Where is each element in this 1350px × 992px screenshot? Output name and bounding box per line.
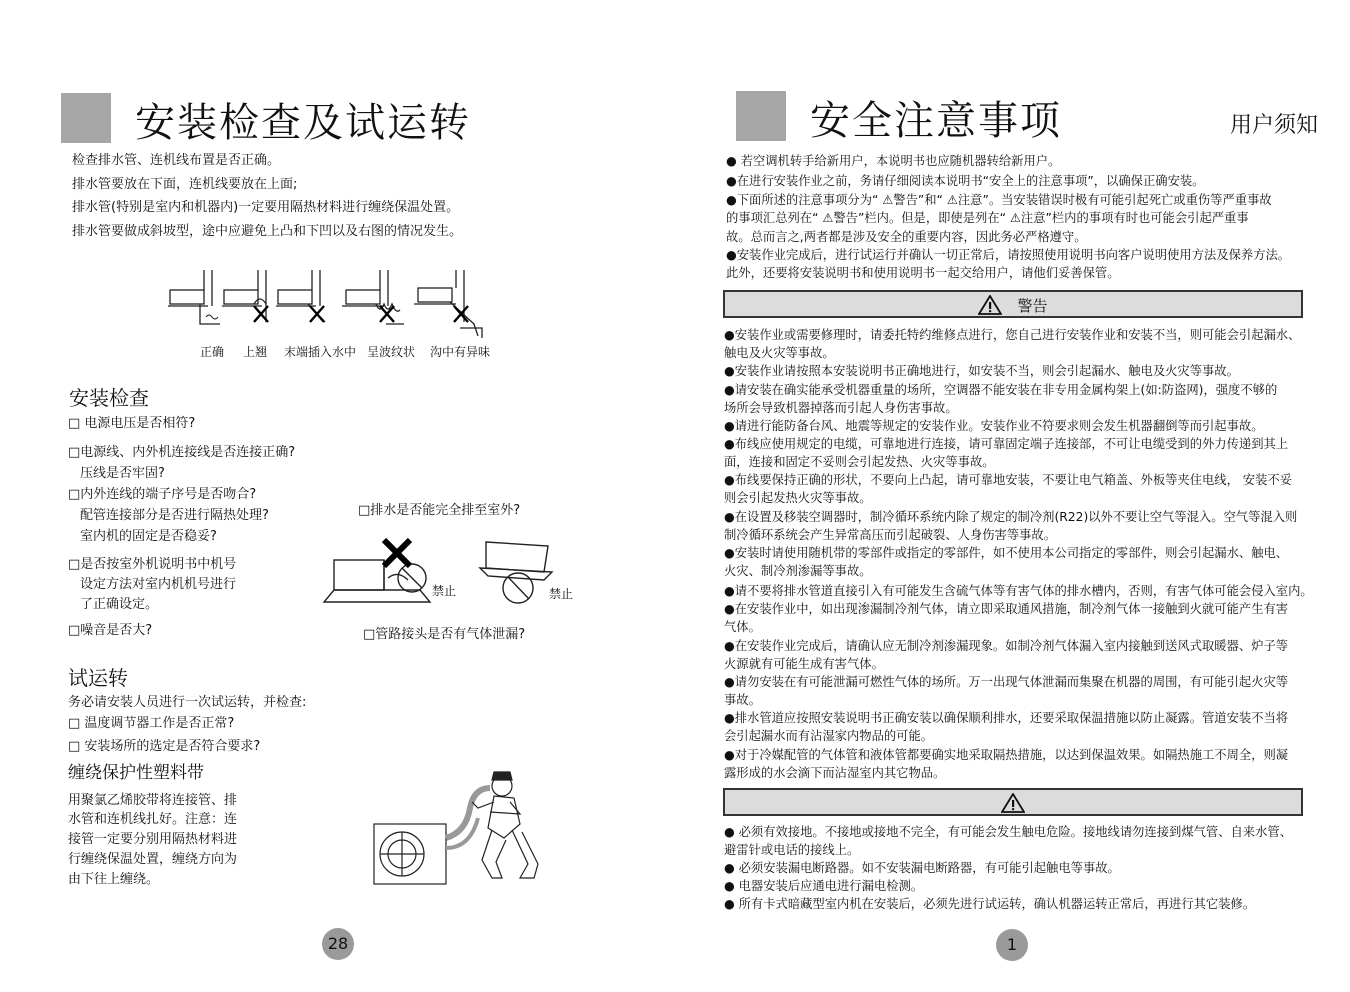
wrap-line-1: 用聚氯乙烯胶带将连接管、排 <box>68 793 238 808</box>
warning-9: ●请不要将排水管道直接引入有可能发生含硫气体等有害气体的排水槽内，否则，有害气体可能会侵入室内。 <box>724 584 1313 598</box>
right-intro-3: ●下面所述的注意事项分为“ ⚠警告”和“ ⚠注意”。当安装错误时极有可能引起死亡或重伤等严重事故 <box>726 193 1272 207</box>
check-insulation: 配管连接部分是否进行隔热处理? <box>80 508 269 523</box>
trial-check-location: □ 安装场所的选定是否符合要求? <box>68 739 261 754</box>
warning-5b: 面，连接和固定不妥则会引起发热、火灾等事故。 <box>724 455 995 469</box>
pipe-label-odor: 沟中有异味 <box>430 345 491 359</box>
right-page-title: 安全注意事项 <box>810 98 1062 144</box>
check-noise: □噪音是否大? <box>68 623 153 638</box>
right-intro-2: ●在进行安装作业之前，务请仔细阅读本说明书“安全上的注意事项”，以确保正确安装。 <box>726 174 1205 188</box>
right-intro-6: ●安装作业完成后，进行试运行并确认一切正常后，请按照使用说明书向客户说明使用方法及保养方法。 <box>726 248 1291 262</box>
warning-14b: 露形成的水会滴下而沾湿室内其它物品。 <box>724 766 946 780</box>
left-title-square <box>61 93 111 143</box>
wrap-line-4: 行缠绕保温处置，缠绕方向为 <box>68 852 238 867</box>
right-title-square <box>736 91 786 141</box>
caution-3: ● 电器安装后应通电进行漏电检测。 <box>724 879 924 893</box>
warning-1b: 触电及火灾等事故。 <box>724 346 835 360</box>
install-check-heading: 安装检查 <box>69 386 149 410</box>
check-voltage: □ 电源电压是否相符? <box>68 416 196 431</box>
pipe-label-correct: 正确 <box>200 345 225 359</box>
left-page-number: 28 <box>322 928 354 960</box>
check-unit-number-1: □是否按室外机说明书中机号 <box>68 557 237 572</box>
check-wiring: □电源线、内外机连接线是否连接正确? <box>68 445 296 460</box>
left-intro-1: 检查排水管、连机线布置是否正确。 <box>72 153 281 168</box>
warning-10a: ●在安装作业中，如出现渗漏制冷剂气体，请立即采取通风措施，制冷剂气体一接触到火就可能产生有害 <box>724 602 1289 616</box>
warning-triangle-icon <box>978 295 1002 315</box>
warning-3a: ●请安装在确实能承受机器重量的场所，空调器不能安装在非专用金属构架上(如:防盗网)，强度不够的 <box>724 383 1278 397</box>
check-terminal: □内外连线的端子序号是否吻合? <box>68 487 257 502</box>
pipe-label-wavy: 呈波纹状 <box>367 345 416 359</box>
left-intro-3: 排水管(特别是室内和机器内)一定要用隔热材料进行缠绕保温处置。 <box>72 200 460 215</box>
warning-6b: 则会引起发热火灾等事故。 <box>724 491 872 505</box>
trial-check-thermostat: □ 温度调节器工作是否正常? <box>68 716 235 731</box>
wrap-line-3: 接管一定要分别用隔热材料进 <box>68 832 238 847</box>
warning-11a: ●在安装作业完成后，请确认应无制冷剂渗漏现象。如制冷剂气体漏入室内接触到送风式取暖器、炉子等 <box>724 639 1289 653</box>
pipe-label-upturned: 上翘 <box>243 345 268 359</box>
check-unit-number-3: 了正确设定。 <box>80 597 159 612</box>
right-intro-5: 故。总而言之,两者都是涉及安全的重要内容，因此务必严格遵守。 <box>726 230 1087 244</box>
check-gas-leak: □管路接头是否有气体泄漏? <box>363 627 526 642</box>
pipe-label-in-water: 末端插入水中 <box>284 345 357 359</box>
left-intro-2: 排水管要放在下面，连机线要放在上面; <box>72 177 298 192</box>
warning-14a: ●对于冷媒配管的气体管和液体管都要确实地采取隔热措施，以达到保温效果。如隔热施工不周全，则凝 <box>724 748 1289 762</box>
warning-10b: 气体。 <box>724 620 761 634</box>
check-unit-number-2: 设定方法对室内机机号进行 <box>80 577 237 592</box>
drain-pipe-diagram <box>160 262 500 342</box>
trial-run-heading: 试运转 <box>68 666 128 690</box>
caution-header-box <box>723 788 1303 816</box>
caution-1b: 避雷针或电话的接线上。 <box>724 843 860 857</box>
warning-13a: ●排水管道应按照安装说明书正确安装以确保顺利排水，还要采取保温措施以防止凝露。管道安装不当将 <box>724 711 1289 725</box>
warning-7a: ●在设置及移装空调器时，制冷循环系统内除了规定的制冷剂(R22)以外不要让空气等混入。空气等混入则 <box>724 510 1298 524</box>
check-drain-outdoor: □排水是否能完全排至室外? <box>358 503 521 518</box>
caution-triangle-icon <box>1001 793 1025 813</box>
warning-12a: ●请勿安装在有可能泄漏可燃性气体的场所。万一出现气体泄漏而集聚在机器的周围，有可能引起火灾等 <box>724 675 1289 689</box>
caution-1a: ● 必须有效接地。不接地或接地不完全，有可能会发生触电危险。接地线请勿连接到煤气管、自来水管、 <box>724 825 1292 839</box>
warning-4: ●请进行能防备台风、地震等规定的安装作业。安装作业不符要求则会发生机器翻倒等而引起事故。 <box>724 419 1264 433</box>
warning-5a: ●布线应使用规定的电缆，可靠地进行连接，请可靠固定端子连接部，不可让电缆受到的外力传递到其上 <box>724 437 1289 451</box>
warning-8a: ●安装时请使用随机带的零部件或指定的零部件，如不使用本公司指定的零部件，则会引起漏水、触电、 <box>724 546 1289 560</box>
forbid-label-1: 禁止 <box>432 584 457 598</box>
right-intro-4: 的事项汇总列在“ ⚠警告”栏内。但是，即使是列在“ ⚠注意”栏内的事项有时也可能会引起严重事 <box>726 211 1249 225</box>
caution-2: ● 必须安装漏电断路器。如不安装漏电断路器，有可能引起触电等事故。 <box>724 861 1120 875</box>
warning-7b: 制冷循环系统会产生异常高压而引起破裂、人身伤害等事故。 <box>724 528 1057 542</box>
warning-label: 警告 <box>1017 297 1048 315</box>
caution-4: ● 所有卡式暗藏型室内机在安装后，必须先进行试运转，确认机器运转正常后，再进行其它装修。 <box>724 897 1256 911</box>
left-page-title: 安装检查及试运转 <box>135 100 471 146</box>
warning-11b: 火源就有可能生成有害气体。 <box>724 657 884 671</box>
warning-1a: ●安装作业或需要修理时，请委托特约维修点进行，您自己进行安装作业和安装不当，则可能会引起漏水、 <box>724 328 1301 342</box>
trial-intro: 务必请安装人员进行一次试运转，并检查: <box>68 695 307 710</box>
warning-8b: 火灾、制冷剂渗漏等事故。 <box>724 564 872 578</box>
warning-header-box <box>723 290 1303 318</box>
check-wiring-secure: 压线是否牢固? <box>80 466 165 481</box>
right-page-subtitle: 用户须知 <box>1230 113 1319 138</box>
check-fixing: 室内机的固定是否稳妥? <box>80 529 217 544</box>
right-intro-1: ● 若空调机转手给新用户，本说明书也应随机器转给新用户。 <box>726 154 1061 168</box>
warning-12b: 事故。 <box>724 693 761 707</box>
technician-illustration <box>370 768 550 888</box>
left-intro-4: 排水管要做成斜坡型，途中应避免上凸和下凹以及右图的情况发生。 <box>72 224 463 239</box>
wrap-line-5: 由下往上缠绕。 <box>68 872 160 887</box>
wrap-tape-heading: 缠绕保护性塑料带 <box>68 763 204 783</box>
warning-2: ●安装作业请按照本安装说明书正确地进行，如安装不当，则会引起漏水、触电及火灾等事故。 <box>724 364 1239 378</box>
forbid-label-2: 禁止 <box>549 587 574 601</box>
warning-3b: 场所会导致机器掉落而引起人身伤害事故。 <box>724 401 958 415</box>
warning-13b: 会引起漏水而有沾湿家内物品的可能。 <box>724 729 934 743</box>
right-page-number: 1 <box>996 929 1028 961</box>
warning-6a: ●布线要保持正确的形状，不要向上凸起，请可靠地安装，不要让电气箱盖、外板等夹住电线， 安装不妥 <box>724 473 1293 487</box>
right-intro-7: 此外，还要将安装说明书和使用说明书一起交给用户，请他们妥善保管。 <box>726 266 1120 280</box>
wrap-line-2: 水管和连机线扎好。注意：连 <box>68 812 238 827</box>
